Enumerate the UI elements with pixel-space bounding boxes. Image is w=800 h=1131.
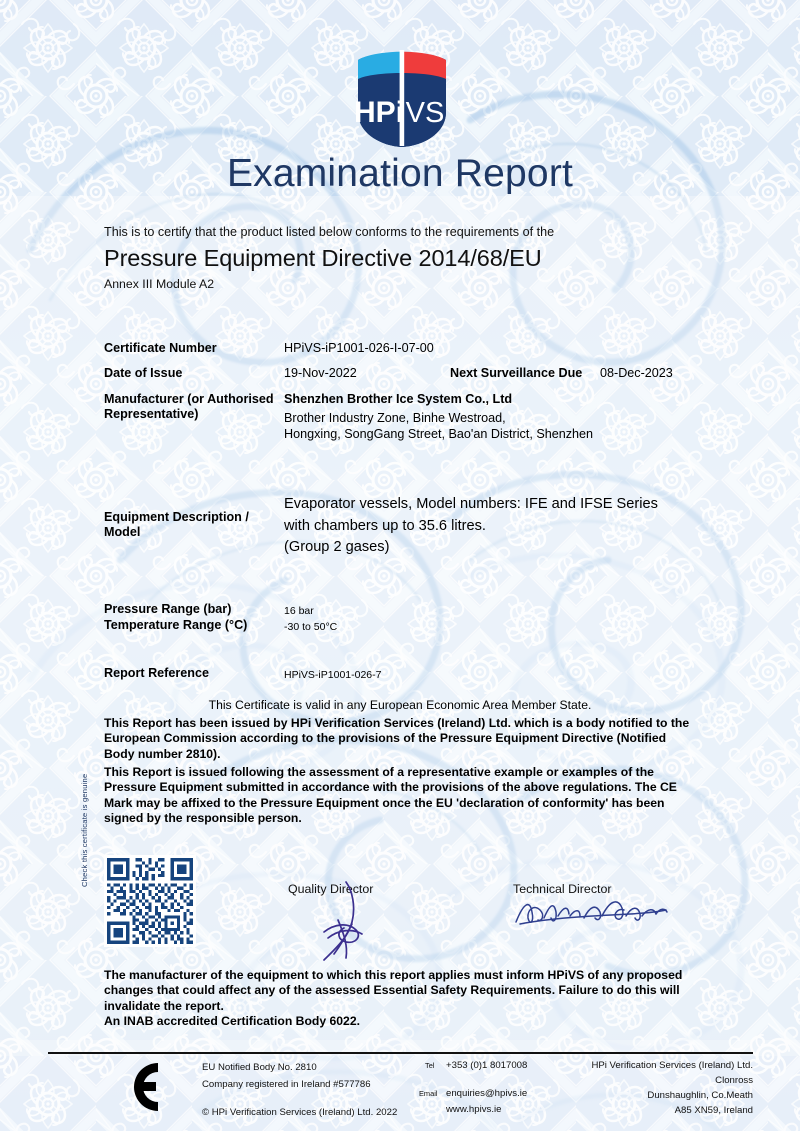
equipment-description-line3: (Group 2 gases)	[284, 539, 390, 555]
certificate-number-value: HPiVS-iP1001-026-I-07-00	[284, 341, 434, 355]
pressure-range-value: 16 bar	[284, 605, 314, 617]
report-reference-value: HPiVS-iP1001-026-7	[284, 669, 382, 681]
hpivs-logo	[352, 46, 452, 150]
footer-tel-value: +353 (0)1 8017008	[446, 1060, 528, 1071]
footer-address-line3: Dunshaughlin, Co.Meath	[647, 1090, 753, 1101]
logo-text-right: VS	[405, 97, 445, 129]
page-title: Examination Report	[226, 152, 574, 195]
footer-email-label: Email	[419, 1089, 438, 1098]
technical-director-label: Technical Director	[513, 882, 612, 896]
report-reference-label: Report Reference	[104, 666, 209, 680]
footer-address-line2: Clonross	[715, 1075, 753, 1086]
ce-mark-icon	[54, 1058, 174, 1116]
footer-email-value[interactable]: enquiries@hpivs.ie	[446, 1088, 528, 1099]
date-of-issue-label: Date of Issue	[104, 366, 183, 380]
assessment-statement: This Report is issued following the assessment of a representative example or examples of the Pressure Equipment submitted in accordance with the provisions of the above regulations. The CE Mark may be affixed to the Pressure Equipment once the EU 'declaration of conformity' has been signed by the responsible person.	[104, 765, 677, 826]
technical-director-signature	[510, 892, 670, 936]
equipment-description-line2: with chambers up to 35.6 litres.	[284, 518, 486, 534]
intro-text: This is to certify that the product listed below conforms to the requirements of the	[104, 225, 555, 239]
manufacturer-duty-statement: The manufacturer of the equipment to which this report applies must inform HPiVS of any proposed changes that could affect any of the assessed Essential Safety Requirements. Failure to do this will invalidate the report.	[104, 968, 683, 1013]
footer-address-line1: HPi Verification Services (Ireland) Ltd.	[591, 1060, 753, 1071]
footer-address-line4: A85 XN59, Ireland	[674, 1105, 753, 1116]
accreditation-statement: An INAB accredited Certification Body 6022.	[104, 1014, 361, 1028]
equipment-description-line1: Evaporator vessels, Model numbers: IFE and IFSE Series	[284, 496, 658, 512]
temperature-range-value: -30 to 50°C	[284, 621, 338, 633]
footer-copyright: © HPi Verification Services (Ireland) Ltd. 2022	[202, 1107, 398, 1118]
manufacturer-label-line2: Representative)	[104, 407, 199, 421]
directive-title: Pressure Equipment Directive 2014/68/EU	[104, 245, 542, 271]
logo-text-left: HPi	[353, 96, 405, 129]
qr-code[interactable]	[104, 855, 196, 947]
qr-caption: Check this certificate is genuine	[80, 773, 89, 887]
pressure-range-label: Pressure Range (bar)	[104, 602, 232, 616]
footer-tel-label: Tel	[425, 1061, 435, 1070]
date-of-issue-value: 19-Nov-2022	[284, 366, 357, 380]
next-surveillance-value: 08-Dec-2023	[600, 366, 673, 380]
validity-statement: This Certificate is valid in any European Economic Area Member State.	[208, 698, 592, 712]
footer-website[interactable]: www.hpivs.ie	[446, 1104, 502, 1115]
notified-body-statement: This Report has been issued by HPi Verification Services (Ireland) Ltd. which is a body notified to the European Commission according to the provisions of the Pressure Equipment Directive (Notified Body number 2810).	[104, 716, 690, 761]
footer-company-registration: Company registered in Ireland #577786	[202, 1079, 371, 1090]
manufacturer-label-line1: Manufacturer (or Authorised	[104, 392, 274, 406]
equipment-label-line2: Model	[104, 525, 141, 539]
certificate-number-label: Certificate Number	[104, 341, 217, 355]
manufacturer-name: Shenzhen Brother Ice System Co., Ltd	[284, 392, 513, 406]
footer-divider	[48, 1052, 753, 1054]
annex-subtitle: Annex III Module A2	[104, 277, 215, 291]
temperature-range-label: Temperature Range (°C)	[104, 618, 248, 632]
next-surveillance-label: Next Surveillance Due	[450, 366, 583, 380]
manufacturer-address-line1: Brother Industry Zone, Binhe Westroad,	[284, 411, 506, 425]
footer-notified-body: EU Notified Body No. 2810	[202, 1062, 317, 1073]
manufacturer-address-line2: Hongxing, SongGang Street, Bao'an District, Shenzhen	[284, 427, 594, 441]
equipment-label-line1: Equipment Description /	[104, 510, 249, 524]
quality-director-label: Quality Director	[288, 882, 374, 896]
